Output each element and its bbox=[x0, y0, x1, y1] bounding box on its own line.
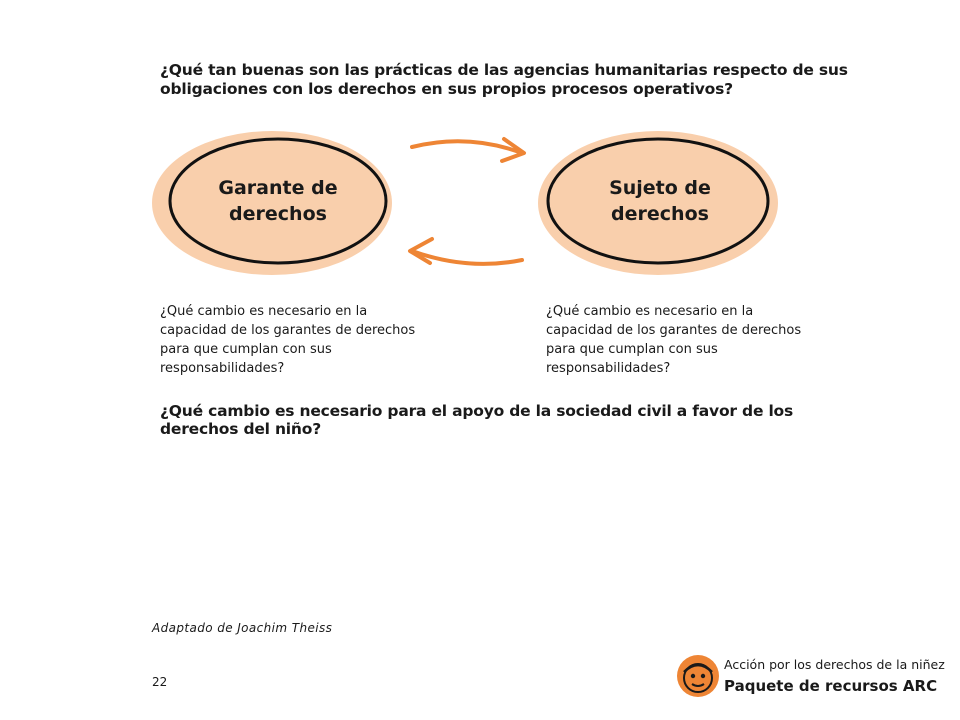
right-ellipse-line2: derechos bbox=[611, 203, 709, 225]
arrow-left-head bbox=[410, 239, 432, 263]
header-question: ¿Qué tan buenas son las prácticas de las agencias humanitarias respecto de sus obligaciones con los derechos en sus propios procesos operativos? bbox=[160, 61, 848, 98]
arc-logo-icon bbox=[676, 654, 720, 698]
left-ellipse-label bbox=[188, 175, 368, 227]
arrow-right-icon bbox=[412, 141, 522, 153]
left-ellipse-line2: derechos bbox=[229, 203, 327, 225]
right-question: ¿Qué cambio es necesario en la capacidad de los garantes de derechos para que cumplan con sus responsabilidades? bbox=[546, 304, 802, 376]
right-ellipse-line1: Sujeto de bbox=[609, 177, 711, 199]
bottom-question: ¿Qué cambio es necesario para el apoyo de la sociedad civil a favor de los derechos del niño? bbox=[160, 402, 794, 438]
left-ellipse-line1: Garante de bbox=[218, 177, 338, 199]
credit-text: Adaptado de Joachim Theiss bbox=[152, 621, 333, 635]
logo-tagline: Acción por los derechos de la niñez bbox=[724, 657, 945, 672]
right-ellipse-label bbox=[570, 175, 750, 227]
left-question: ¿Qué cambio es necesario en la capacidad de los garantes de derechos para que cumplan con sus responsabilidades? bbox=[160, 304, 416, 376]
logo-title: Paquete de recursos ARC bbox=[724, 677, 938, 695]
page-number: 22 bbox=[152, 675, 168, 689]
